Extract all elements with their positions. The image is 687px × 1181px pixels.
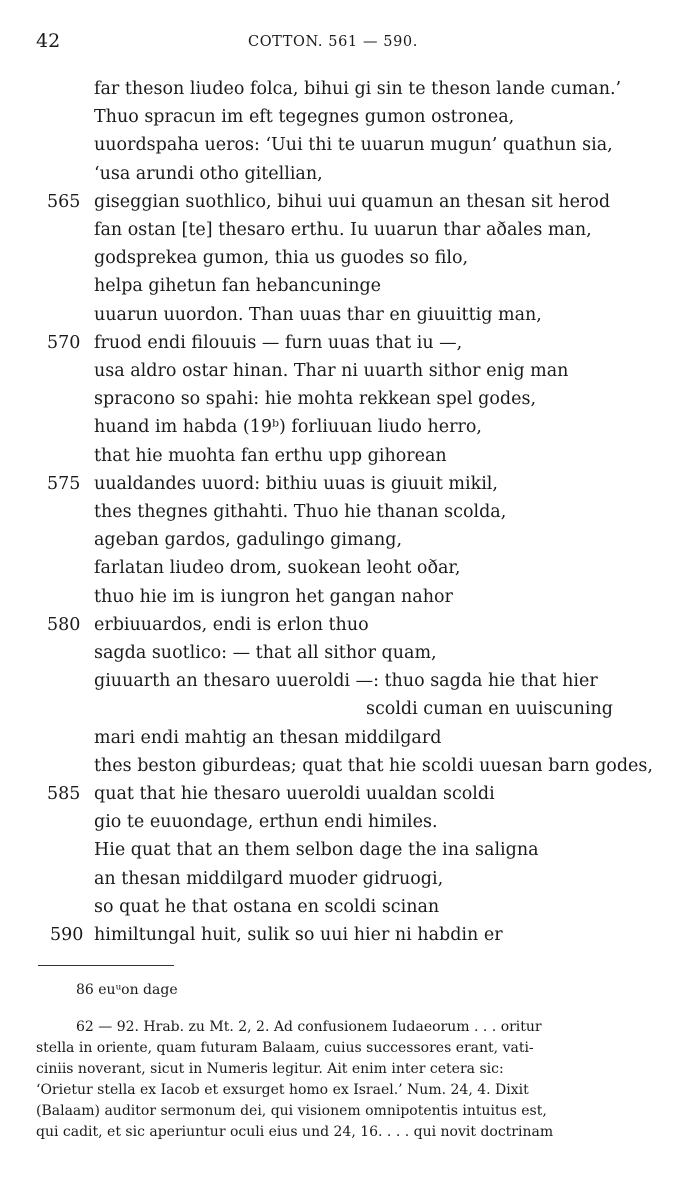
verse-line: fruod endi filouuis — furn uuas that iu —, [94,332,463,353]
verse-line: sagda suotlico: — that all sithor quam, [94,643,437,663]
running-title: COTTON. 561 — 590. [248,34,418,50]
verse-line: uuarun uuordon. Than uuas thar en giuuittig man, [94,304,542,325]
verse-line: huand im habda (19ᵇ) forliuuan liudo herro, [94,417,482,438]
apparatus-note: 86 euᵘon dage [76,982,178,998]
footnote-line: ‘Orietur stella ex Iacob et exsurget homo ex Israel.’ Num. 24, 4. Dixit [36,1082,529,1098]
verse-line: thes beston giburdeas; quat that hie scoldi uuesan barn godes, [94,755,653,776]
line-number: 580 [47,614,81,635]
verse-line: ageban gardos, gadulingo gimang, [94,530,403,551]
verse-line: giseggian suothlico, bihui uui quamun an thesan sit herod [94,191,611,212]
verse-line: giuuarth an thesaro uueroldi —: thuo sagda hie that hier [94,671,598,692]
verse-line: erbiuuardos, endi is erlon thuo [94,614,369,635]
verse-line: scoldi cuman en uuiscuning [366,699,613,720]
footnote-line: ciniis noverant, sicut in Numeris legitur. Ait enim inter cetera sic: [36,1061,504,1077]
verse-line: far theson liudeo folca, bihui gi sin te theson lande cuman.’ [94,79,622,99]
footnote-line: stella in oriente, quam futuram Balaam, cuius successores erant, vati- [36,1040,534,1056]
verse-line: helpa gihetun fan hebancuninge [94,276,382,297]
page-number: 42 [36,30,61,52]
footnote-divider [38,965,174,966]
verse-line: that hie muohta fan erthu upp gihorean [94,445,447,466]
verse-line: mari endi mahtig an thesan middilgard [94,727,442,748]
verse-line: spracono so spahi: hie mohta rekkean spel godes, [94,389,537,410]
footnote-line: (Balaam) auditor sermonum dei, qui visionem omnipotentis intuitus est, [36,1103,547,1119]
line-number: 565 [47,191,81,212]
verse-line: uualdandes uuord: bithiu uuas is giuuit mikil, [94,473,498,494]
line-number: 575 [47,473,81,494]
line-number: 570 [47,332,81,353]
running-head [0,30,687,54]
line-number: 585 [47,784,81,804]
verse-line: godsprekea gumon, thia us guodes so filo, [94,248,469,269]
verse-line: thuo hie im is iungron het gangan nahor [94,586,453,607]
footnote-line: 62 — 92. Hrab. zu Mt. 2, 2. Ad confusionem Iudaeorum . . . oritur [76,1019,542,1035]
verse-line: fan ostan [te] thesaro erthu. Iu uuarun thar aðales man, [94,220,592,240]
verse-line: himiltungal huit, sulik so uui hier ni habdin er [94,925,503,945]
verse-line: ‘usa arundi otho gitellian, [94,163,323,184]
verse-line: Hie quat that an them selbon dage the ina saligna [94,840,539,861]
verse-line: uuordspaha ueros: ‘Uui thi te uuarun mugun’ quathun sia, [94,135,613,156]
verse-line: an thesan middilgard muoder gidruogi, [94,868,444,889]
verse-line: so quat he that ostana en scoldi scinan [94,896,440,917]
verse-line: farlatan liudeo drom, suokean leoht oðar, [94,558,461,579]
verse-line: usa aldro ostar hinan. Thar ni uuarth sithor enig man [94,361,569,381]
verse-line: thes thegnes githahti. Thuo hie thanan scolda, [94,502,507,522]
line-number: 590 [50,925,84,945]
footnote-line: qui cadit, et sic aperiuntur oculi eius und 24, 16. . . . qui novit doctrinam [36,1124,554,1140]
verse-line: gio te euuondage, erthun endi himiles. [94,812,438,833]
verse-line: Thuo spracun im eft tegegnes gumon ostronea, [94,107,515,128]
verse-line: quat that hie thesaro uueroldi uualdan scoldi [94,784,495,804]
